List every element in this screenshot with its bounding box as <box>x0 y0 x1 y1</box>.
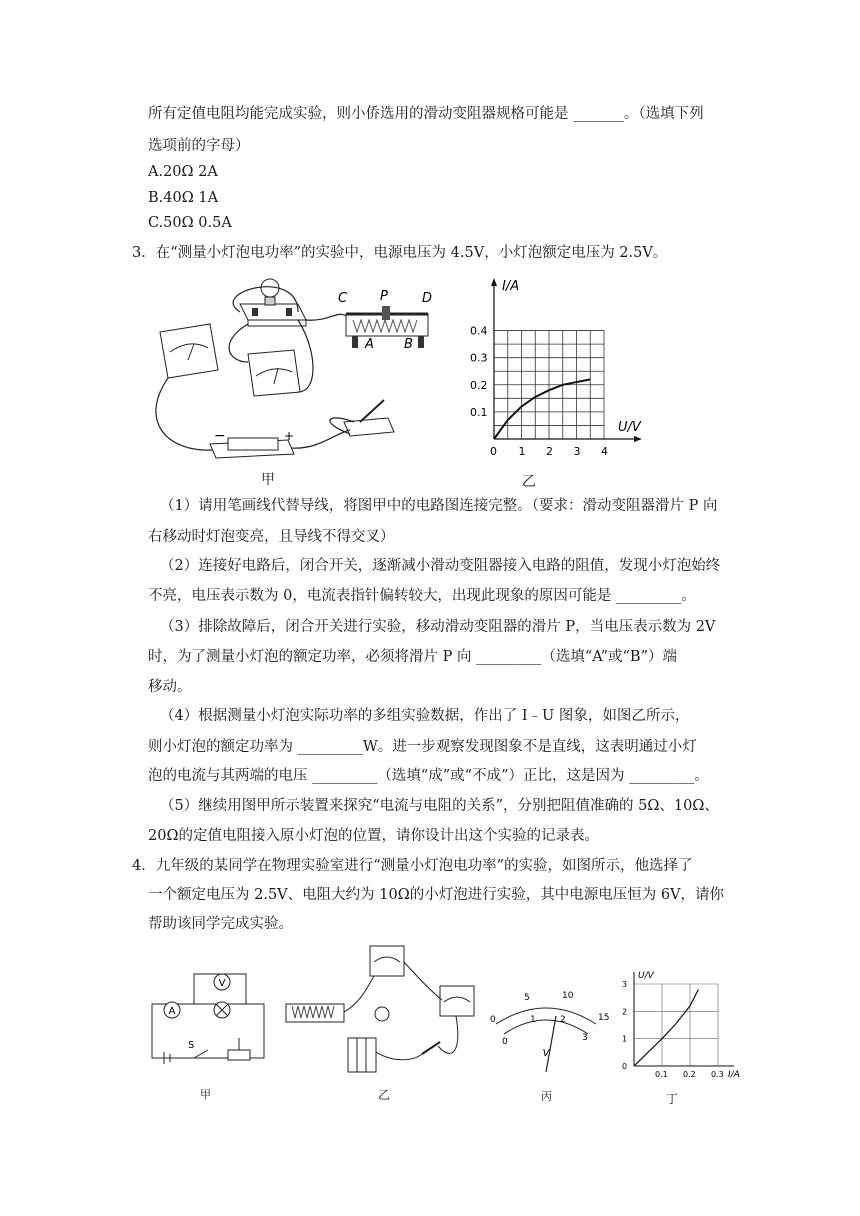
voltmeter-icon <box>248 350 300 396</box>
switch-icon <box>422 1042 440 1054</box>
question-4: 4．九年级的某同学在物理实验室进行“测量小灯泡电功率”的实验，如图所示，他选择了 <box>132 858 693 874</box>
caption-jia-2: 甲 <box>200 1088 211 1101</box>
dial-svg <box>482 986 610 1082</box>
y-tick-label: 0.1 <box>470 405 488 419</box>
text-line: （2）连接好电路后，闭合开关，逐渐减小滑动变阻器接入电路的阻值，发现小灯泡始终 <box>160 558 721 574</box>
option-b: B.40Ω 1A <box>148 190 219 206</box>
text-line: 泡的电流与其两端的电压 _________（选填“成”或“不成”）正比，这是因为 _________。 <box>148 768 709 784</box>
x-axis-arrow <box>634 436 642 442</box>
caption-yi: 乙 <box>522 474 536 490</box>
text-line: 右移动时灯泡变亮，且导线不得交叉） <box>148 529 395 545</box>
dial-inner-tick: 2 <box>560 1015 566 1025</box>
dial-inner-tick: 3 <box>582 1033 588 1043</box>
text-line: 则小灯泡的额定功率为 _________W。进一步观察发现图象不是直线，这表明通过小灯 <box>148 739 697 755</box>
label-a: A <box>365 337 374 352</box>
meter-v-label: V <box>218 978 226 989</box>
dial-inner-tick: 1 <box>530 1015 536 1025</box>
y-tick-label: 0 <box>622 1062 628 1071</box>
x-tick-label: 0.1 <box>655 1070 668 1079</box>
text-line: （4）根据测量小灯泡实际功率的多组实验数据，作出了 I﹣U 图象，如图乙所示， <box>160 708 690 724</box>
data-curve <box>634 989 698 1066</box>
figure-ui-chart <box>616 968 756 1088</box>
iu-chart-svg <box>468 274 648 464</box>
figure-iu-chart <box>468 274 648 464</box>
dial-inner-tick: 0 <box>502 1037 508 1047</box>
x-tick-label: 4 <box>601 445 608 458</box>
y-axis-arrow <box>491 278 497 286</box>
dial-outer-tick: 15 <box>598 1013 610 1023</box>
figure-apparatus-yi <box>282 942 482 1082</box>
y-tick-label: 0.2 <box>470 378 488 392</box>
figure-voltmeter-dial <box>482 986 610 1082</box>
circuit-svg <box>150 968 270 1064</box>
x-tick-label: 1 <box>518 445 526 458</box>
dial-outer-tick: 5 <box>524 993 530 1003</box>
text-line: （3）排除故障后，闭合开关进行实验，移动滑动变阻器的滑片 P，当电压表示数为 2V <box>160 619 716 635</box>
bulb-icon <box>375 1007 389 1021</box>
x-tick-label: 0.2 <box>683 1070 696 1079</box>
y-axis-label: I/A <box>502 279 520 294</box>
text-line: （1）请用笔画线代替导线，将图甲中的电路图连接完整。（要求：滑动变阻器滑片 P 向 <box>160 498 718 514</box>
dial-needle <box>546 1016 556 1072</box>
label-b: B <box>404 337 413 352</box>
text-line: 选项前的字母） <box>148 138 250 154</box>
y-axis-label: U/V <box>638 971 654 981</box>
ui-chart-svg <box>616 968 756 1088</box>
text-line: 帮助该同学完成实验。 <box>148 916 293 932</box>
y-tick-label: 0.3 <box>470 351 488 365</box>
battery-plus: + <box>284 429 295 443</box>
y-tick-label: 1 <box>622 1034 628 1044</box>
question-3: 3．在“测量小灯泡电功率”的实验中，电源电压为 4.5V，小灯泡额定电压为 2.5V。 <box>132 245 668 261</box>
y-tick-label: 0.4 <box>470 324 488 338</box>
y-tick-label: 2 <box>622 1007 628 1017</box>
rheostat-icon <box>286 1004 344 1022</box>
text-line: （5）继续用图甲所示装置来探究“电流与电阻的关系”，分别把阻值准确的 5Ω、10Ω、 <box>160 798 719 814</box>
y-tick-label: 3 <box>622 980 628 989</box>
x-tick-label: 0.3 <box>711 1070 724 1079</box>
text-line: 20Ω的定值电阻接入原小灯泡的位置，请你设计出这个实验的记录表。 <box>148 828 599 844</box>
dial-outer-tick: 0 <box>490 1015 496 1025</box>
figure-circuit-diagram <box>150 968 270 1064</box>
text-line: 时，为了测量小灯泡的额定功率，必须将滑片 P 向 _________（选填“A”或“B”）端 <box>148 649 677 665</box>
switch-label: S <box>188 1040 195 1051</box>
option-a: A.20Ω 2A <box>148 164 218 180</box>
text-line: 所有定值电阻均能完成实验，则小侨选用的滑动变阻器规格可能是 _______。（选填下列 <box>148 106 704 122</box>
text-line: 移动。 <box>148 679 192 695</box>
x-axis-label: U/V <box>618 420 641 435</box>
ammeter-icon <box>160 324 218 378</box>
caption-yi-2: 乙 <box>378 1088 391 1102</box>
apparatus-drawing <box>148 272 458 486</box>
option-c: C.50Ω 0.5A <box>148 215 232 231</box>
x-tick-label: 0 <box>490 445 497 458</box>
text-line: 一个额定电压为 2.5V、电阻大约为 10Ω的小灯泡进行实验，其中电源电压恒为 6V，请你 <box>148 887 725 903</box>
caption-bing: 丙 <box>541 1090 552 1103</box>
data-curve <box>494 379 590 439</box>
text-line: 不亮，电压表示数为 0，电流表指针偏转较大，出现此现象的原因可能是 _________。 <box>148 588 696 604</box>
caption-jia: 甲 <box>261 472 275 488</box>
label-c: C <box>338 291 348 306</box>
battery-minus: − <box>214 428 226 444</box>
apparatus-yi-svg <box>282 942 482 1082</box>
label-d: D <box>422 291 433 306</box>
caption-ding: 丁 <box>666 1092 679 1106</box>
rheostat-symbol <box>228 1050 250 1060</box>
label-p: P <box>380 289 388 304</box>
battery-icon <box>348 1038 376 1072</box>
dial-outer-tick: 10 <box>562 991 574 1001</box>
figure-apparatus-jia <box>148 272 458 486</box>
x-tick-label: 3 <box>573 445 581 458</box>
x-axis-label: I/A <box>728 1070 740 1080</box>
x-tick-label: 2 <box>546 445 553 458</box>
dial-unit: V <box>542 1048 550 1059</box>
meter-a-label: A <box>168 1006 176 1017</box>
